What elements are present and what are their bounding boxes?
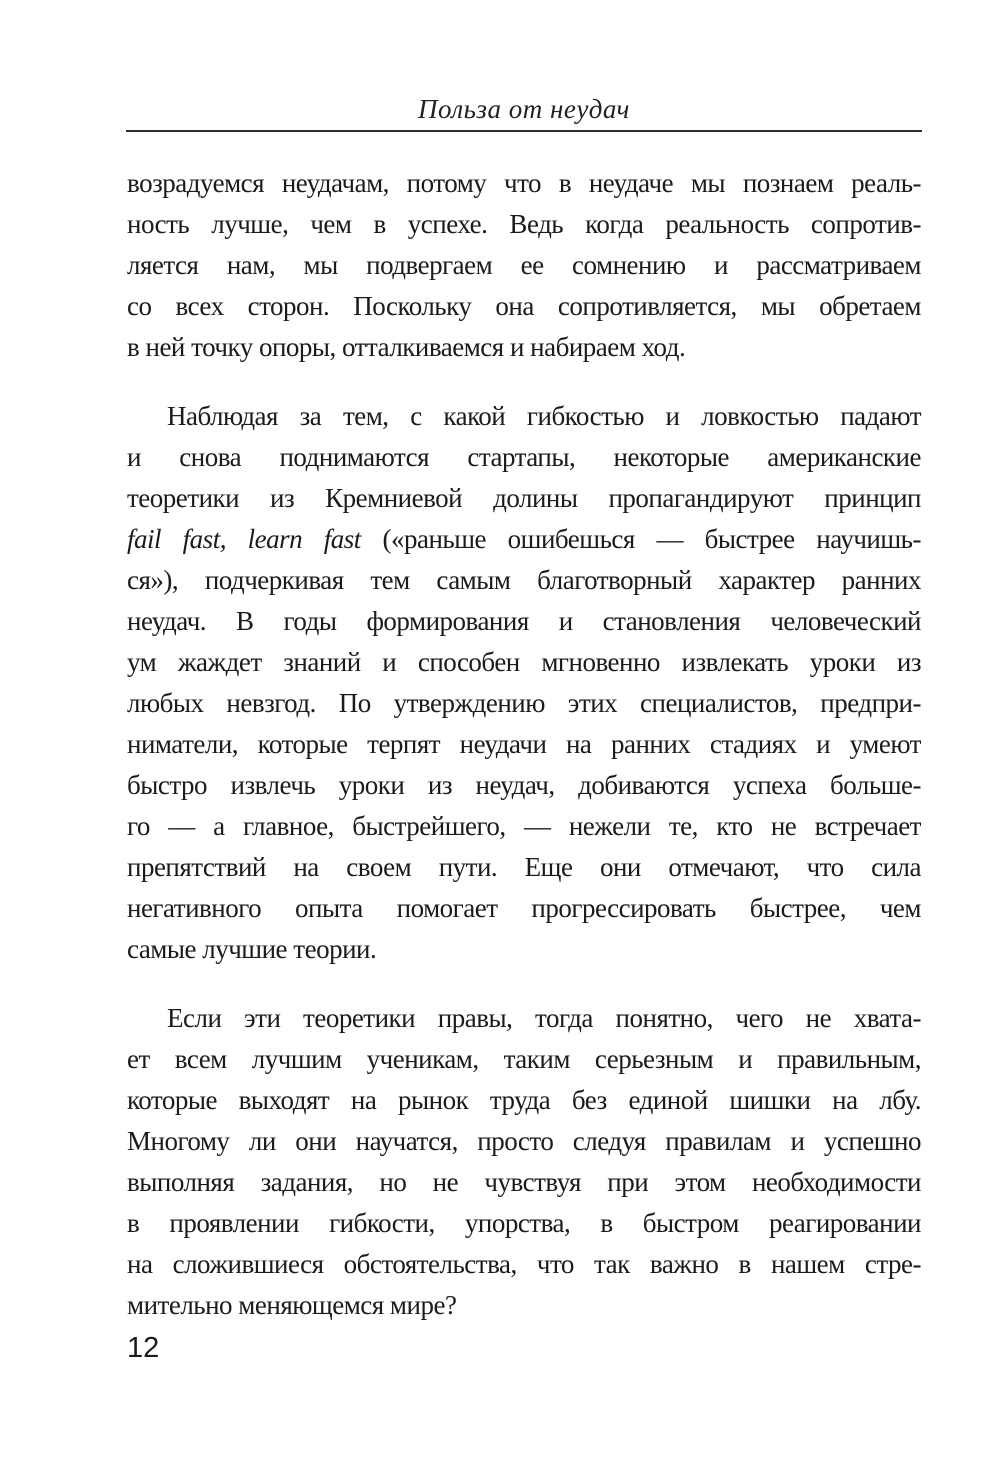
text-line xyxy=(127,1080,921,1121)
text-segment: выполняя задания, но не чувствуя при этом необходимости xyxy=(127,1167,921,1197)
text-line xyxy=(127,683,921,724)
text-line xyxy=(127,396,921,437)
text-segment: ся»), подчеркивая тем самым благотворный характер ранних xyxy=(127,565,921,595)
text-segment: быстро извлечь уроки из неудач, добиваются успеха больше- xyxy=(127,770,921,800)
text-line xyxy=(127,286,921,327)
text-line xyxy=(127,765,921,806)
text-line xyxy=(127,245,921,286)
text-segment: («раньше ошибешься — быстрее научишь- xyxy=(360,524,921,554)
text-line xyxy=(127,163,921,204)
italic-text: fail fast, learn fast xyxy=(127,524,361,554)
text-segment: ет всем лучшим ученикам, таким серьезным и правильным, xyxy=(127,1044,921,1074)
text-segment: препятствий на своем пути. Еще они отмечают, что сила xyxy=(127,852,921,882)
paragraph xyxy=(127,998,921,1326)
text-segment: ляется нам, мы подвергаем ее сомнению и рассматриваем xyxy=(127,250,921,280)
text-segment: возрадуемся неудачам, потому что в неудаче мы познаем реаль- xyxy=(127,168,921,198)
paragraph xyxy=(127,163,921,368)
page-number: 12 xyxy=(127,1332,160,1364)
body-text xyxy=(127,163,921,1326)
text-segment: Многому ли они научатся, просто следуя правилам и успешно xyxy=(127,1126,921,1156)
text-segment: со всех сторон. Поскольку она сопротивляется, мы обретаем xyxy=(127,291,921,321)
text-line xyxy=(127,437,921,478)
paragraph xyxy=(127,396,921,970)
text-line xyxy=(127,724,921,765)
text-line xyxy=(127,929,921,970)
text-segment: го — а главное, быстрейшего, — нежели те, кто не встречает xyxy=(127,811,921,841)
text-line xyxy=(127,601,921,642)
text-segment: мительно меняющемся мире? xyxy=(127,1290,457,1320)
text-segment: ум жаждет знаний и способен мгновенно извлекать уроки из xyxy=(127,647,921,677)
text-segment: в ней точку опоры, отталкиваемся и набираем ход. xyxy=(127,332,686,362)
text-line xyxy=(127,998,921,1039)
text-line xyxy=(127,1162,921,1203)
text-line xyxy=(127,519,921,560)
text-line xyxy=(127,888,921,929)
text-segment: ниматели, которые терпят неудачи на ранних стадиях и умеют xyxy=(127,729,921,759)
text-line xyxy=(127,1121,921,1162)
text-line xyxy=(127,478,921,519)
text-line xyxy=(127,1203,921,1244)
text-line xyxy=(127,1039,921,1080)
text-segment: Наблюдая за тем, с какой гибкостью и ловкостью падают xyxy=(167,401,921,431)
text-line xyxy=(127,1244,921,1285)
text-segment: в проявлении гибкости, упорства, в быстром реагировании xyxy=(127,1208,921,1238)
text-segment: и снова поднимаются стартапы, некоторые американские xyxy=(127,442,921,472)
text-segment: негативного опыта помогает прогрессировать быстрее, чем xyxy=(127,893,921,923)
running-title: Польза от неудач xyxy=(418,94,630,124)
text-line xyxy=(127,847,921,888)
text-segment: ность лучше, чем в успехе. Ведь когда реальность сопротив- xyxy=(127,209,921,239)
text-line xyxy=(127,1285,921,1326)
text-segment: самые лучшие теории. xyxy=(127,934,377,964)
text-segment: Если эти теоретики правы, тогда понятно, чего не хвата- xyxy=(167,1003,921,1033)
text-line xyxy=(127,642,921,683)
text-line xyxy=(127,327,921,368)
text-line xyxy=(127,806,921,847)
text-segment: неудач. В годы формирования и становления человеческий xyxy=(127,606,921,636)
text-line xyxy=(127,560,921,601)
text-line xyxy=(127,204,921,245)
text-segment: которые выходят на рынок труда без единой шишки на лбу. xyxy=(127,1085,921,1115)
text-segment: любых невзгод. По утверждению этих специалистов, предпри- xyxy=(127,688,921,718)
header-rule xyxy=(126,130,922,132)
text-segment: на сложившиеся обстоятельства, что так важно в нашем стре- xyxy=(127,1249,921,1279)
text-segment: теоретики из Кремниевой долины пропагандируют принцип xyxy=(127,483,921,513)
